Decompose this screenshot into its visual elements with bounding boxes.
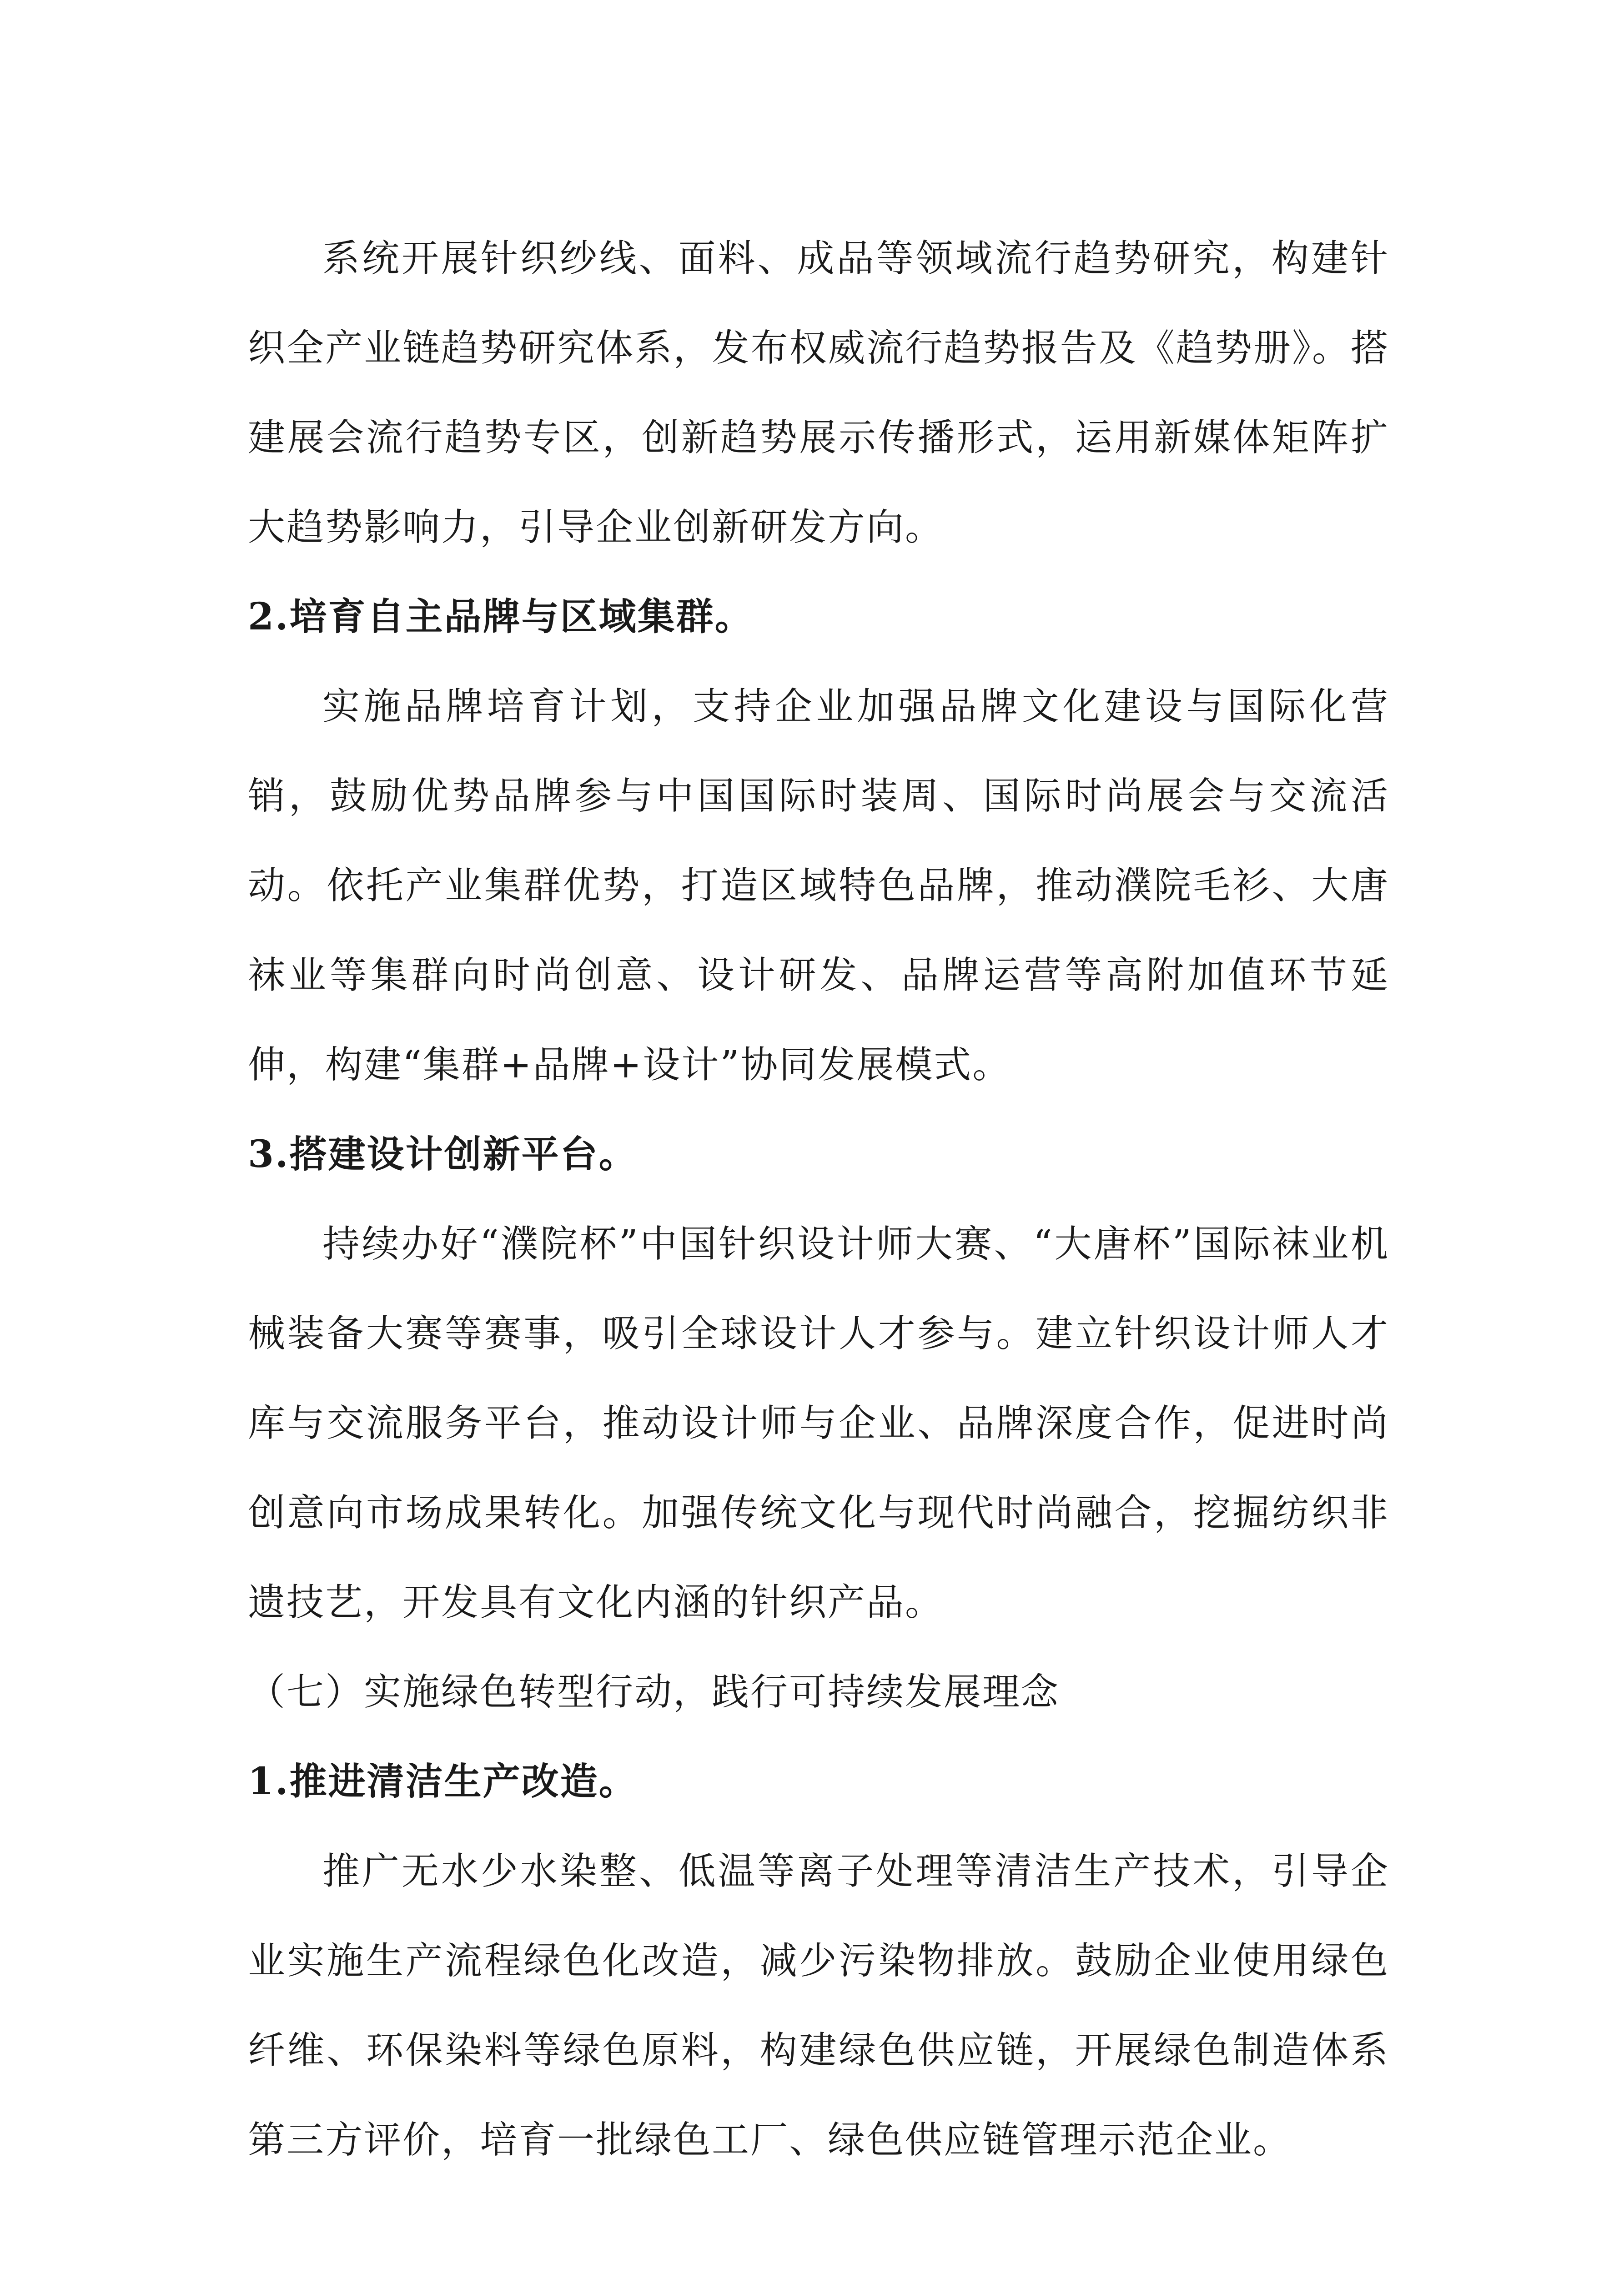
heading-brand-cluster: 2.培育自主品牌与区域集群。 [248, 595, 754, 639]
paragraph-clean-production: 推广无水少水染整、低温等离子处理等清洁生产技术，引导企业实施生产流程绿色化改造，减少污染物排放。鼓励企业使用绿色纤维、环保染料等绿色原料，构建绿色供应链，开展绿色制造体系第三方评价，培育一批绿色工厂、绿色供应链管理示范企业。 [248, 1850, 1389, 2162]
section-heading-green-transition: （七）实施绿色转型行动，践行可持续发展理念 [248, 1670, 1060, 1714]
heading-design-platform: 3.搭建设计创新平台。 [248, 1132, 638, 1176]
paragraph-design-competitions: 持续办好“濮院杯”中国针织设计师大赛、“大唐杯”国际袜业机械装备大赛等赛事，吸引全球设计人才参与。建立针织设计师人才库与交流服务平台，推动设计师与企业、品牌深度合作，促进时尚创意向市场成果转化。加强传统文化与现代时尚融合，挖掘纺织非遗技艺，开发具有文化内涵的针织产品。 [248, 1223, 1389, 1624]
document-body [248, 214, 1389, 2185]
heading-clean-production: 1.推进清洁生产改造。 [248, 1760, 638, 1803]
paragraph-brand-cultivation: 实施品牌培育计划，支持企业加强品牌文化建设与国际化营销，鼓励优势品牌参与中国国际时装周、国际时尚展会与交流活动。依托产业集群优势，打造区域特色品牌，推动濮院毛衫、大唐袜业等集群向时尚创意、设计研发、品牌运营等高附加值环节延伸，构建“集群+品牌+设计”协同发展模式。 [248, 685, 1389, 1087]
paragraph-trend-research: 系统开展针织纱线、面料、成品等领域流行趋势研究，构建针织全产业链趋势研究体系，发布权威流行趋势报告及《趋势册》。搭建展会流行趋势专区，创新趋势展示传播形式，运用新媒体矩阵扩大趋势影响力，引导企业创新研发方向。 [248, 237, 1389, 549]
